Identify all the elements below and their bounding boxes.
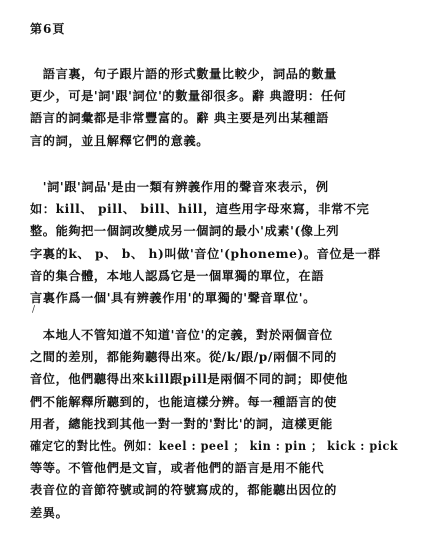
paragraph-line: 字裏的k、 p、 b、 h)叫做'音位'(phoneme)。音位是一群	[30, 246, 381, 261]
paragraph-line: 更少，可是'詞'跟'詞位'的數量卻很多。辭 典證明：任何	[30, 89, 347, 104]
paragraph-line: 語言裏，句子跟片語的形式數量比較少，詞品的數量	[30, 67, 337, 81]
paragraph-line: 們不能解釋所聽到的，也能這樣分辨。每一種語言的使	[30, 394, 337, 409]
paragraph-line: 語言的詞彙都是非常豐富的。辭 典主要是列出某種語	[30, 111, 329, 126]
paragraph-line: 言裏作爲一個'具有辨義作用'的單獨的'聲音單位'。	[30, 291, 316, 306]
paragraph-line: 確定它的對比性。例如：keel : peel ； kin : pin ； kick : pick	[30, 439, 399, 454]
paragraph-line: 之間的差別，都能夠聽得出來。從/k/跟/p/兩個不同的	[30, 350, 337, 365]
paragraph-1	[30, 63, 398, 152]
paragraph-line: 表音位的音節符號或詞的符號寫成的，都能聽出因位的	[30, 483, 337, 498]
paragraph-line: 音位，他們聽得出來kill跟pill是兩個不同的詞；即使他	[30, 372, 349, 387]
paragraph-line: 言的詞，並且解釋它們的意義。	[30, 133, 210, 148]
paragraph-line: 用者，總能找到其他一對一對的'對比'的詞，這樣更能	[30, 416, 333, 431]
paragraph-line: '詞'跟'詞品'是由一類有辨義作用的聲音來表示，例	[30, 180, 329, 194]
paragraph-line: 音的集合體，本地人認爲它是一個單獨的單位，在語	[30, 268, 325, 283]
page-number-header: 第6頁	[30, 22, 66, 36]
stray-mark: /	[32, 305, 36, 315]
paragraph-3	[30, 324, 398, 524]
paragraph-line: 整。能夠把一個詞改變成另一個詞的最小'成素'(像上列	[30, 224, 340, 239]
paragraph-2	[30, 176, 398, 309]
paragraph-line: 等等。不管他們是文盲，或者他們的語言是用不能代	[30, 461, 325, 476]
paragraph-line: 差異。	[30, 505, 69, 520]
paragraph-line: 如：kill、 pill、 bill、hill，這些用字母來寫，非常不完	[30, 202, 370, 217]
paragraph-line: 本地人不管知道不知道'音位'的定義，對於兩個音位	[30, 328, 333, 342]
